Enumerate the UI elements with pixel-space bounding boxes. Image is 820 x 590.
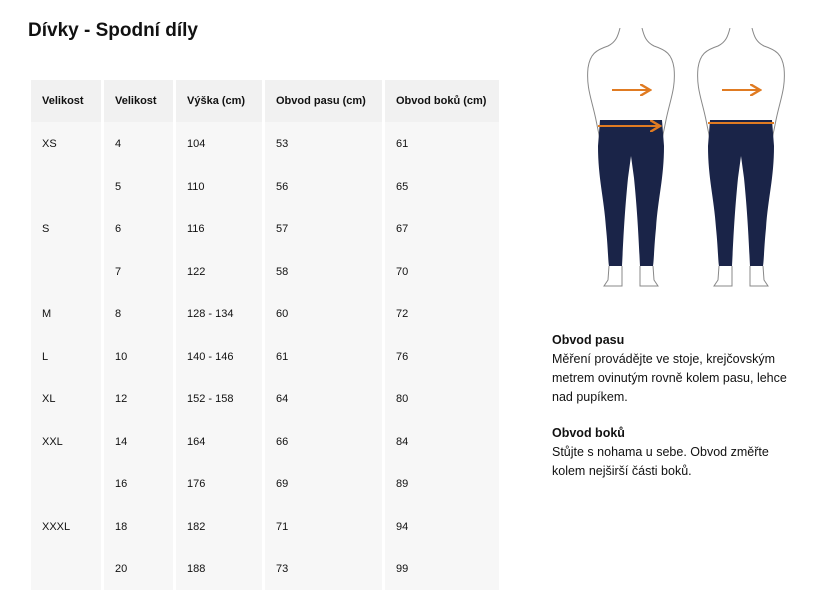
hips-info (552, 424, 802, 481)
measurement-info (552, 331, 802, 481)
cell-height: 128 - 134 (176, 292, 262, 335)
cell-size-letter: L (31, 335, 101, 378)
cell-size-letter (31, 165, 101, 208)
page-title: Dívky - Spodní díly (28, 20, 198, 41)
cell-size-number: 4 (104, 122, 173, 165)
cell-size-number: 18 (104, 505, 173, 548)
cell-hips: 70 (385, 250, 499, 293)
waist-text: Měření provádějte ve stoje, krejčovským metrem ovinutým rovně kolem pasu, lehce nad pupíkem. (552, 352, 787, 404)
feet (604, 266, 658, 286)
cell-height: 122 (176, 250, 262, 293)
cell-size-number: 7 (104, 250, 173, 293)
cell-hips: 84 (385, 420, 499, 463)
cell-height: 140 - 146 (176, 335, 262, 378)
cell-size-number: 8 (104, 292, 173, 335)
cell-waist: 69 (265, 462, 382, 505)
cell-size-letter: XXXL (31, 505, 101, 548)
cell-height: 110 (176, 165, 262, 208)
cell-size-number: 14 (104, 420, 173, 463)
header-size-letter: Velikost (31, 80, 101, 122)
cell-size-letter (31, 547, 101, 590)
cell-waist: 60 (265, 292, 382, 335)
table-header-row (31, 80, 499, 122)
cell-hips: 61 (385, 122, 499, 165)
cell-hips: 72 (385, 292, 499, 335)
header-hips: Obvod boků (cm) (385, 80, 499, 122)
cell-height: 116 (176, 207, 262, 250)
table-row (31, 165, 499, 208)
leggings (598, 120, 664, 266)
cell-hips: 76 (385, 335, 499, 378)
cell-waist: 66 (265, 420, 382, 463)
figure-hips (698, 28, 785, 286)
cell-size-letter (31, 462, 101, 505)
table-row (31, 547, 499, 590)
header-waist: Obvod pasu (cm) (265, 80, 382, 122)
cell-height: 188 (176, 547, 262, 590)
cell-size-number: 16 (104, 462, 173, 505)
table-row (31, 207, 499, 250)
figure-waist (588, 28, 675, 286)
cell-waist: 58 (265, 250, 382, 293)
feet (714, 266, 768, 286)
cell-height: 182 (176, 505, 262, 548)
hips-text: Stůjte s nohama u sebe. Obvod změřte kolem nejširší části boků. (552, 445, 769, 478)
cell-waist: 64 (265, 377, 382, 420)
cell-hips: 80 (385, 377, 499, 420)
cell-height: 176 (176, 462, 262, 505)
cell-size-letter: XXL (31, 420, 101, 463)
cell-waist: 61 (265, 335, 382, 378)
cell-size-number: 6 (104, 207, 173, 250)
cell-height: 164 (176, 420, 262, 463)
cell-size-letter: M (31, 292, 101, 335)
cell-waist: 56 (265, 165, 382, 208)
leggings (708, 120, 774, 266)
cell-size-number: 5 (104, 165, 173, 208)
table-row (31, 122, 499, 165)
cell-hips: 67 (385, 207, 499, 250)
cell-waist: 71 (265, 505, 382, 548)
cell-size-letter: XS (31, 122, 101, 165)
cell-waist: 73 (265, 547, 382, 590)
cell-size-number: 10 (104, 335, 173, 378)
cell-size-number: 12 (104, 377, 173, 420)
size-table (28, 80, 502, 590)
cell-hips: 94 (385, 505, 499, 548)
cell-waist: 53 (265, 122, 382, 165)
cell-size-letter: S (31, 207, 101, 250)
header-height: Výška (cm) (176, 80, 262, 122)
table-row (31, 292, 499, 335)
table-row (31, 505, 499, 548)
cell-height: 152 - 158 (176, 377, 262, 420)
table-row (31, 250, 499, 293)
cell-size-number: 20 (104, 547, 173, 590)
cell-waist: 57 (265, 207, 382, 250)
cell-size-letter (31, 250, 101, 293)
hips-title: Obvod boků (552, 426, 625, 440)
body-measurement-illustration (578, 28, 794, 290)
header-size-number: Velikost (104, 80, 173, 122)
table-row (31, 420, 499, 463)
table-row (31, 462, 499, 505)
cell-hips: 65 (385, 165, 499, 208)
table-row (31, 335, 499, 378)
table-row (31, 377, 499, 420)
waist-title: Obvod pasu (552, 333, 625, 347)
cell-hips: 89 (385, 462, 499, 505)
cell-hips: 99 (385, 547, 499, 590)
waist-info (552, 331, 802, 407)
cell-size-letter: XL (31, 377, 101, 420)
cell-height: 104 (176, 122, 262, 165)
